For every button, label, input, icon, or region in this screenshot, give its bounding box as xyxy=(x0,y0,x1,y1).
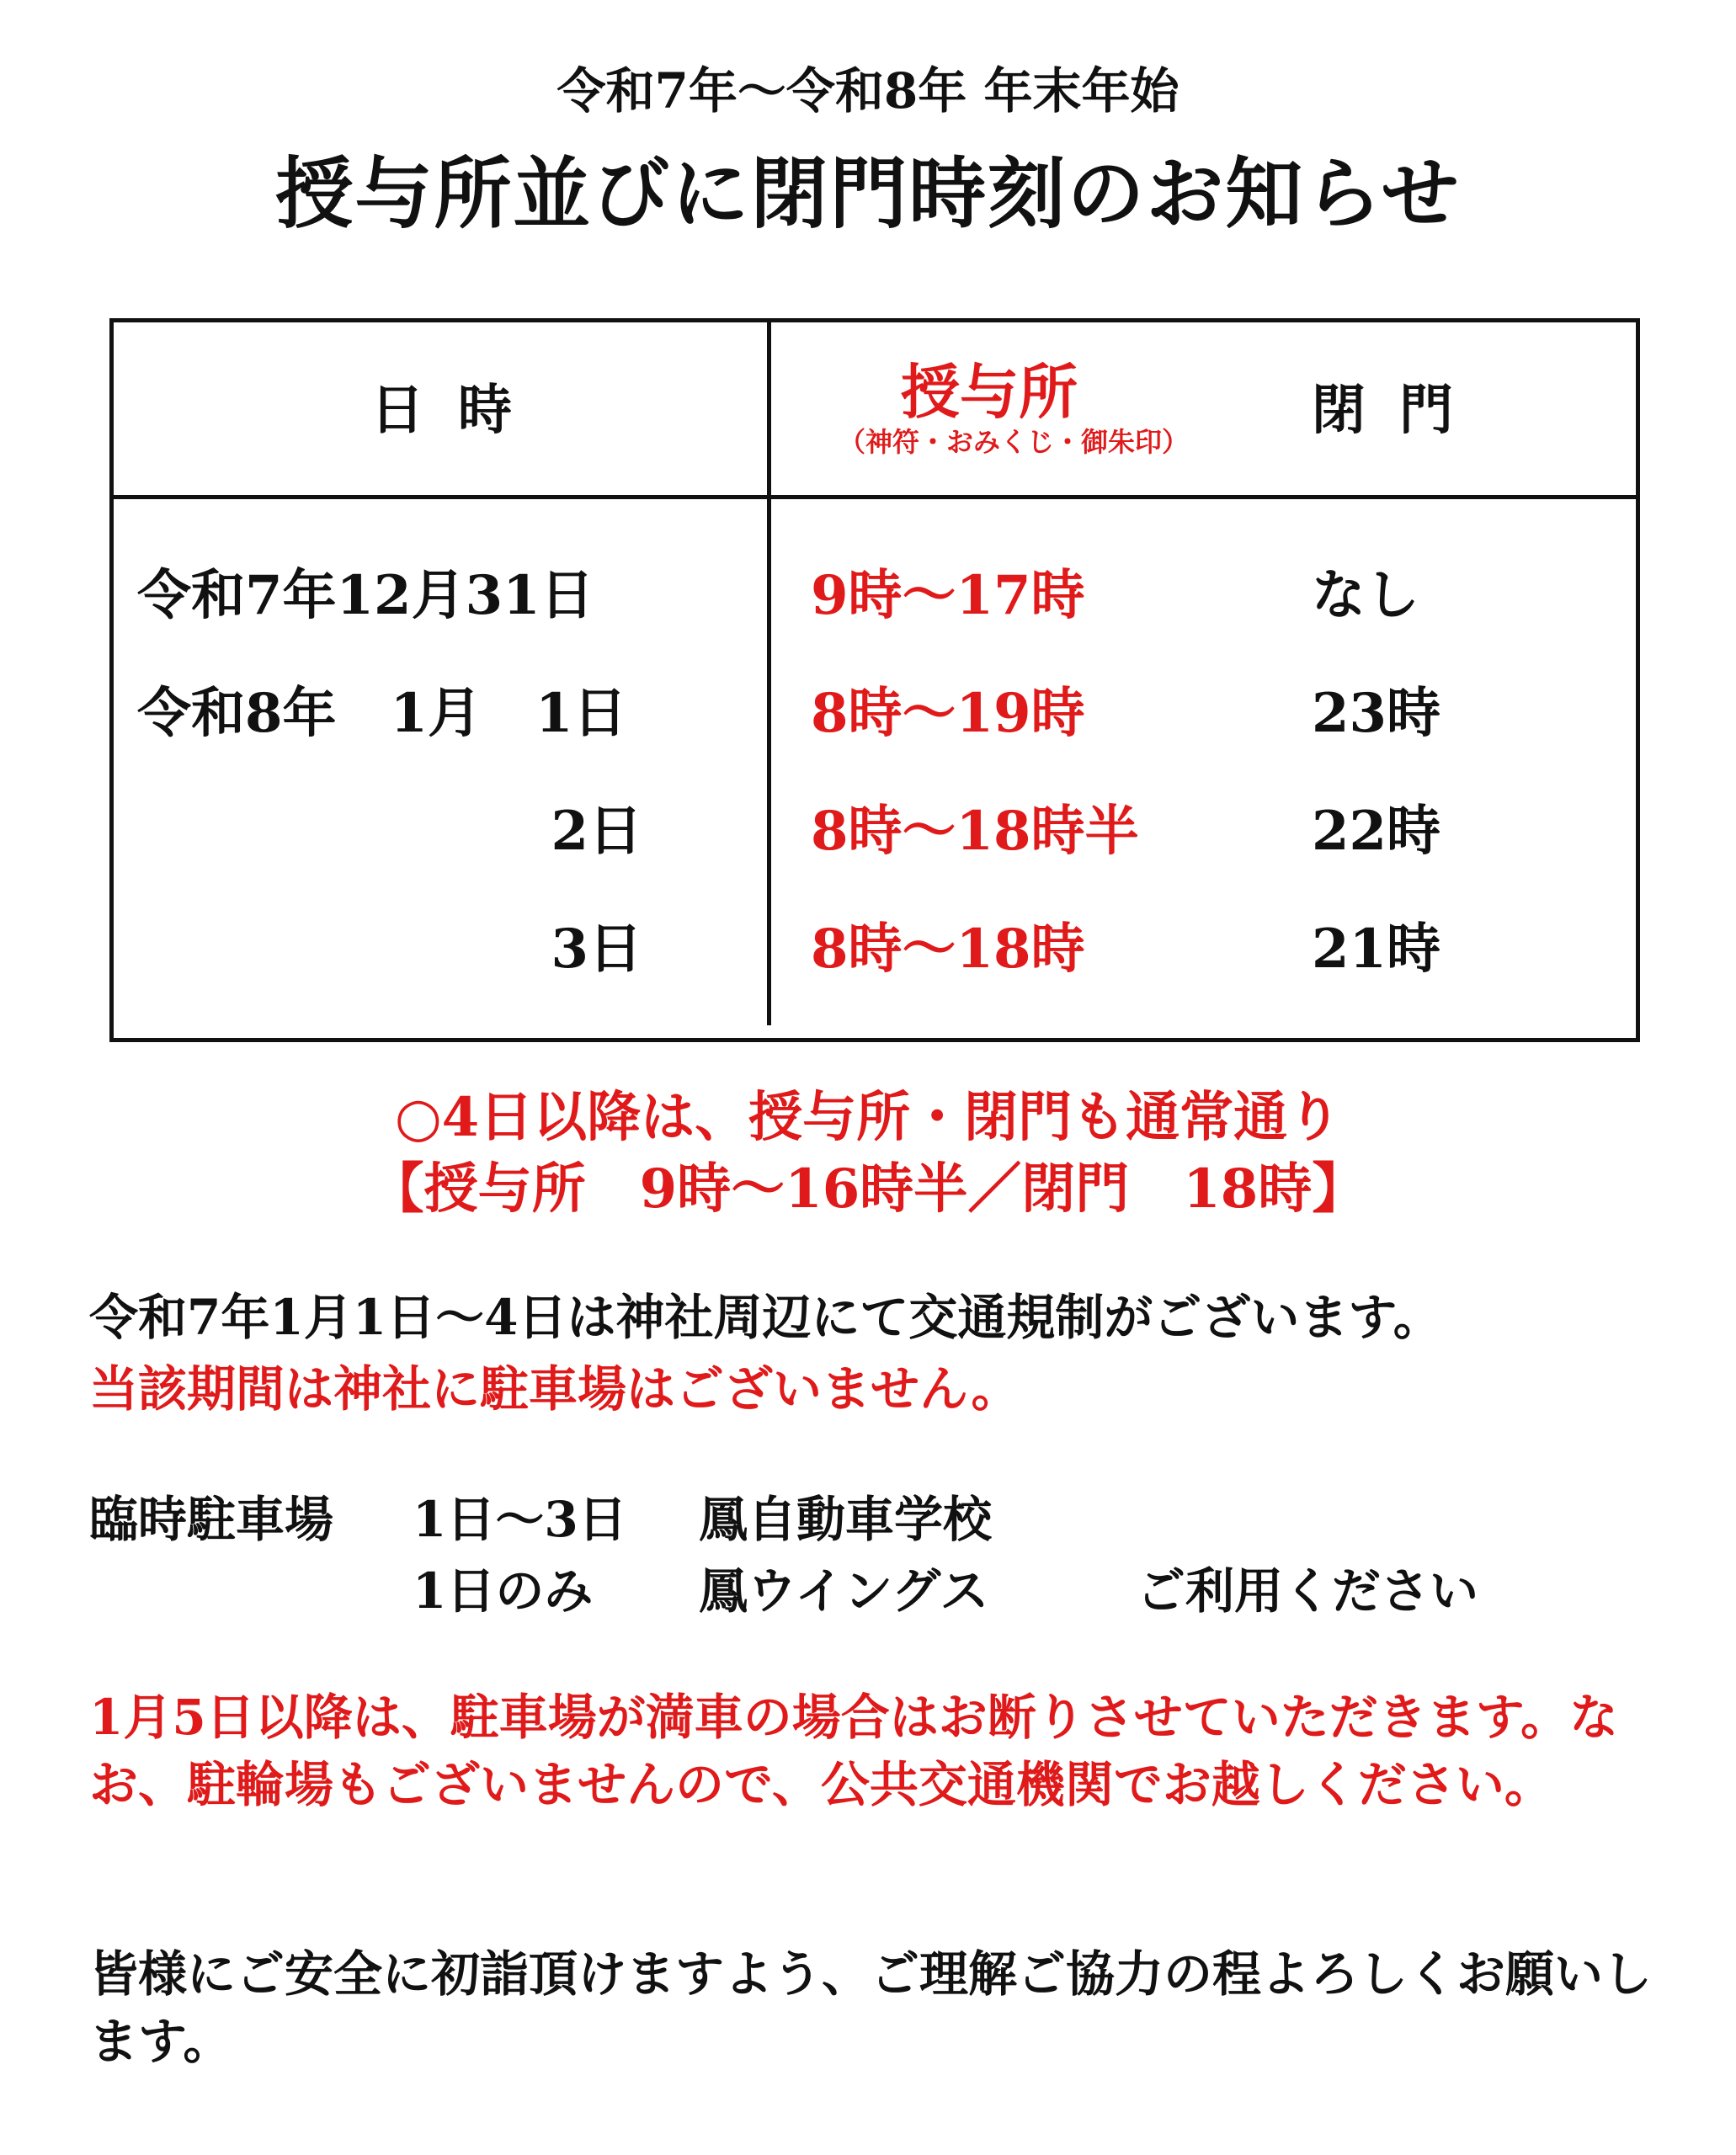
column-header-gate: 閉門 xyxy=(1312,379,1487,442)
row-date: 3日 xyxy=(551,918,642,981)
column-header-office: 授与所 xyxy=(901,357,1078,427)
traffic-regulation-text: 令和7年1月1日～4日は神社周辺にて交通規制がございます。 xyxy=(89,1289,1442,1346)
row-office-hours: 9時～17時 xyxy=(811,564,1085,627)
row-gate-time: 22時 xyxy=(1312,800,1441,863)
table-column-divider xyxy=(767,318,771,1025)
temporary-parking-label: 臨時駐車場 xyxy=(89,1491,334,1548)
parking-place: 鳳自動車学校 xyxy=(699,1491,993,1548)
row-office-hours: 8時～18時 xyxy=(811,918,1085,981)
row-gate-time: 21時 xyxy=(1312,918,1441,981)
row-gate-time: なし xyxy=(1312,564,1419,627)
no-parking-text: 当該期間は神社に駐車場はございません。 xyxy=(89,1360,1020,1418)
table-header-divider xyxy=(109,495,1640,499)
row-office-hours: 8時～19時 xyxy=(811,682,1085,745)
row-date: 令和7年12月31日 xyxy=(137,564,594,627)
row-office-hours: 8時～18時半 xyxy=(811,800,1139,863)
row-date: 令和8年 1月 1日 xyxy=(137,682,627,745)
row-gate-time: 23時 xyxy=(1312,682,1441,745)
column-header-office-note: （神符・おみくじ・御朱印） xyxy=(839,426,1190,458)
closing-message: 皆様にご安全に初詣頂けますよう、ご理解ご協力の程よろしくお願いします。 xyxy=(89,1945,1653,2070)
notice-title: 授与所並びに閉門時刻のお知らせ xyxy=(275,148,1461,239)
parking-period: 1日のみ xyxy=(413,1562,594,1620)
parking-warning-text: 1月5日以降は、駐車場が満車の場合はお断りさせていただきます。なお、駐輪場もございませんので、公共交通機関でお越しください。 xyxy=(89,1689,1619,1813)
row-date: 2日 xyxy=(551,800,642,863)
regular-hours-notice: ○4日以降は、授与所・閉門も通常通り xyxy=(394,1086,1342,1149)
column-header-date: 日時 xyxy=(370,379,546,442)
parking-place: 鳳ウイングス xyxy=(699,1562,989,1620)
parking-note: ご利用ください xyxy=(1137,1562,1479,1620)
regular-hours-detail: 【授与所 9時～16時半／閉門 18時】 xyxy=(370,1157,1366,1221)
notice-subtitle: 令和7年～令和8年 年末年始 xyxy=(556,62,1180,120)
parking-period: 1日～3日 xyxy=(413,1491,627,1548)
